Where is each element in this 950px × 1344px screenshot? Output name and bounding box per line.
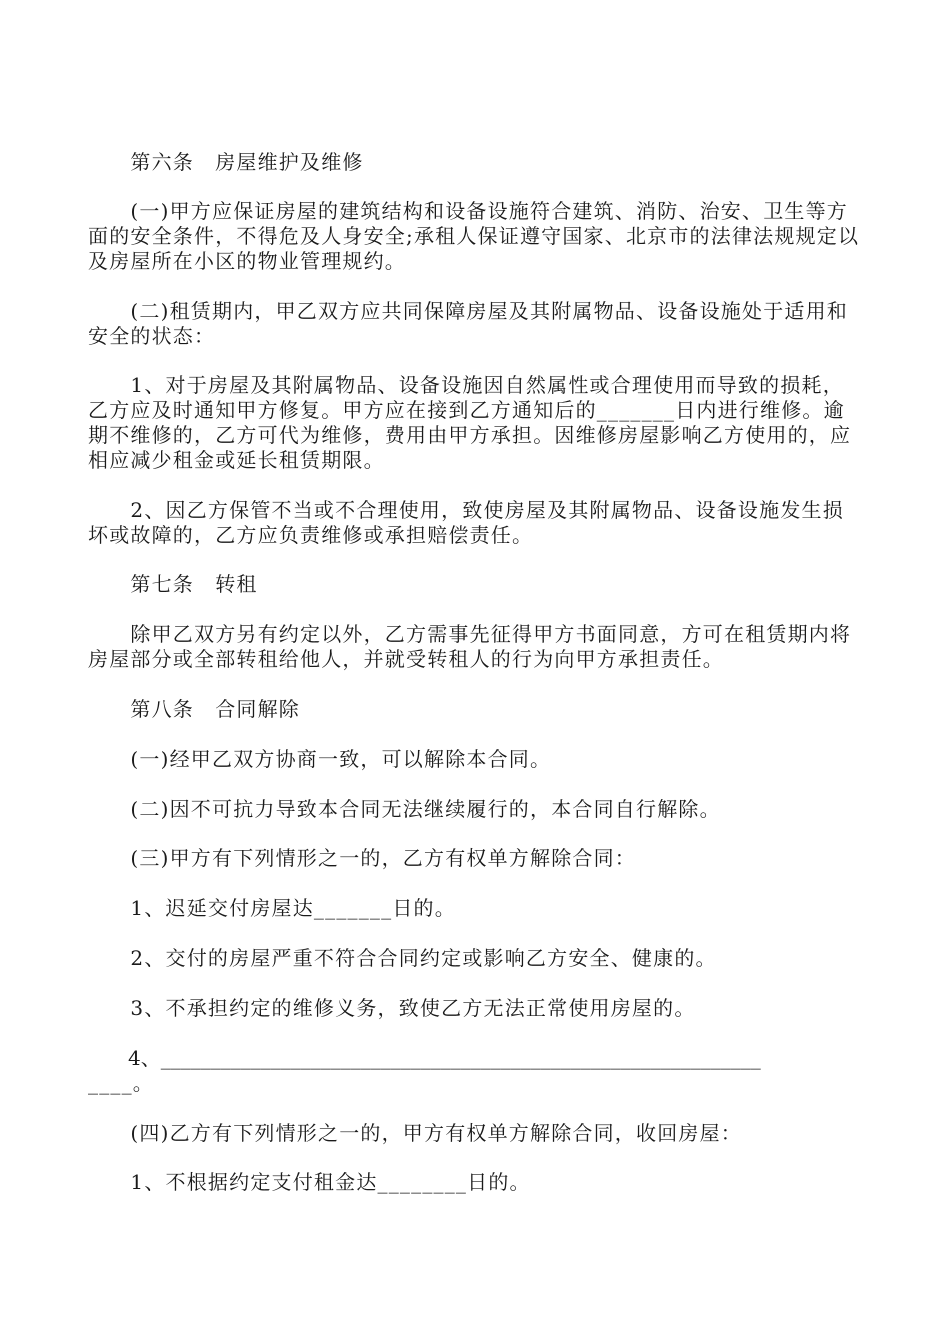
article-6-item-1: 1、对于房屋及其附属物品、设备设施因自然属性或合理使用而导致的损耗，乙方应及时通知甲方修复。甲方应在接到乙方通知后的_______日内进行维修。逾期不维修的，乙方可代为维修，费用由甲方承担。因维修房屋影响乙方使用的，应相应减少租金或延长租赁期限。	[88, 373, 852, 472]
article-8-clause-4: (四)乙方有下列情形之一的，甲方有权单方解除合同，收回房屋：	[88, 1121, 743, 1145]
article-8-clause-1: (一)经甲乙双方协商一致，可以解除本合同。	[88, 747, 552, 771]
article-8-clause-2: (二)因不可抗力导致本合同无法继续履行的，本合同自行解除。	[88, 797, 721, 821]
article-8-item-2: 2、交付的房屋严重不符合合同约定或影响乙方安全、健康的。	[88, 946, 717, 970]
article-6-clause-2: (二)租赁期内，甲乙双方应共同保障房屋及其附属物品、设备设施处于适用和安全的状态：	[88, 299, 849, 348]
article-8-clause-3: (三)甲方有下列情形之一的，乙方有权单方解除合同：	[88, 846, 637, 870]
article-8-item-4: 4、____________________________________________________________	[88, 1046, 761, 1070]
article-8-heading: 第八条 合同解除	[88, 697, 300, 721]
article-8-item-4-continued: ____。	[88, 1071, 154, 1095]
article-7-clause: 除甲乙双方另有约定以外，乙方需事先征得甲方书面同意，方可在租赁期内将房屋部分或全部转租给他人，并就受转租人的行为向甲方承担责任。	[88, 622, 852, 671]
article-8-item-1: 1、迟延交付房屋达_______日的。	[88, 896, 456, 920]
article-6-item-2: 2、因乙方保管不当或不合理使用，致使房屋及其附属物品、设备设施发生损坏或故障的，乙方应负责维修或承担赔偿责任。	[88, 498, 844, 547]
article-8-clause-4-item-1: 1、不根据约定支付租金达________日的。	[88, 1170, 531, 1194]
article-6-heading: 第六条 房屋维护及维修	[88, 150, 364, 174]
article-6-clause-1: (一)甲方应保证房屋的建筑结构和设备设施符合建筑、消防、治安、卫生等方面的安全条件，不得危及人身安全;承租人保证遵守国家、北京市的法律法规规定以及房屋所在小区的物业管理规约。	[88, 199, 860, 273]
article-7-heading: 第七条 转租	[88, 572, 258, 596]
article-8-item-3: 3、不承担约定的维修义务，致使乙方无法正常使用房屋的。	[88, 996, 696, 1020]
